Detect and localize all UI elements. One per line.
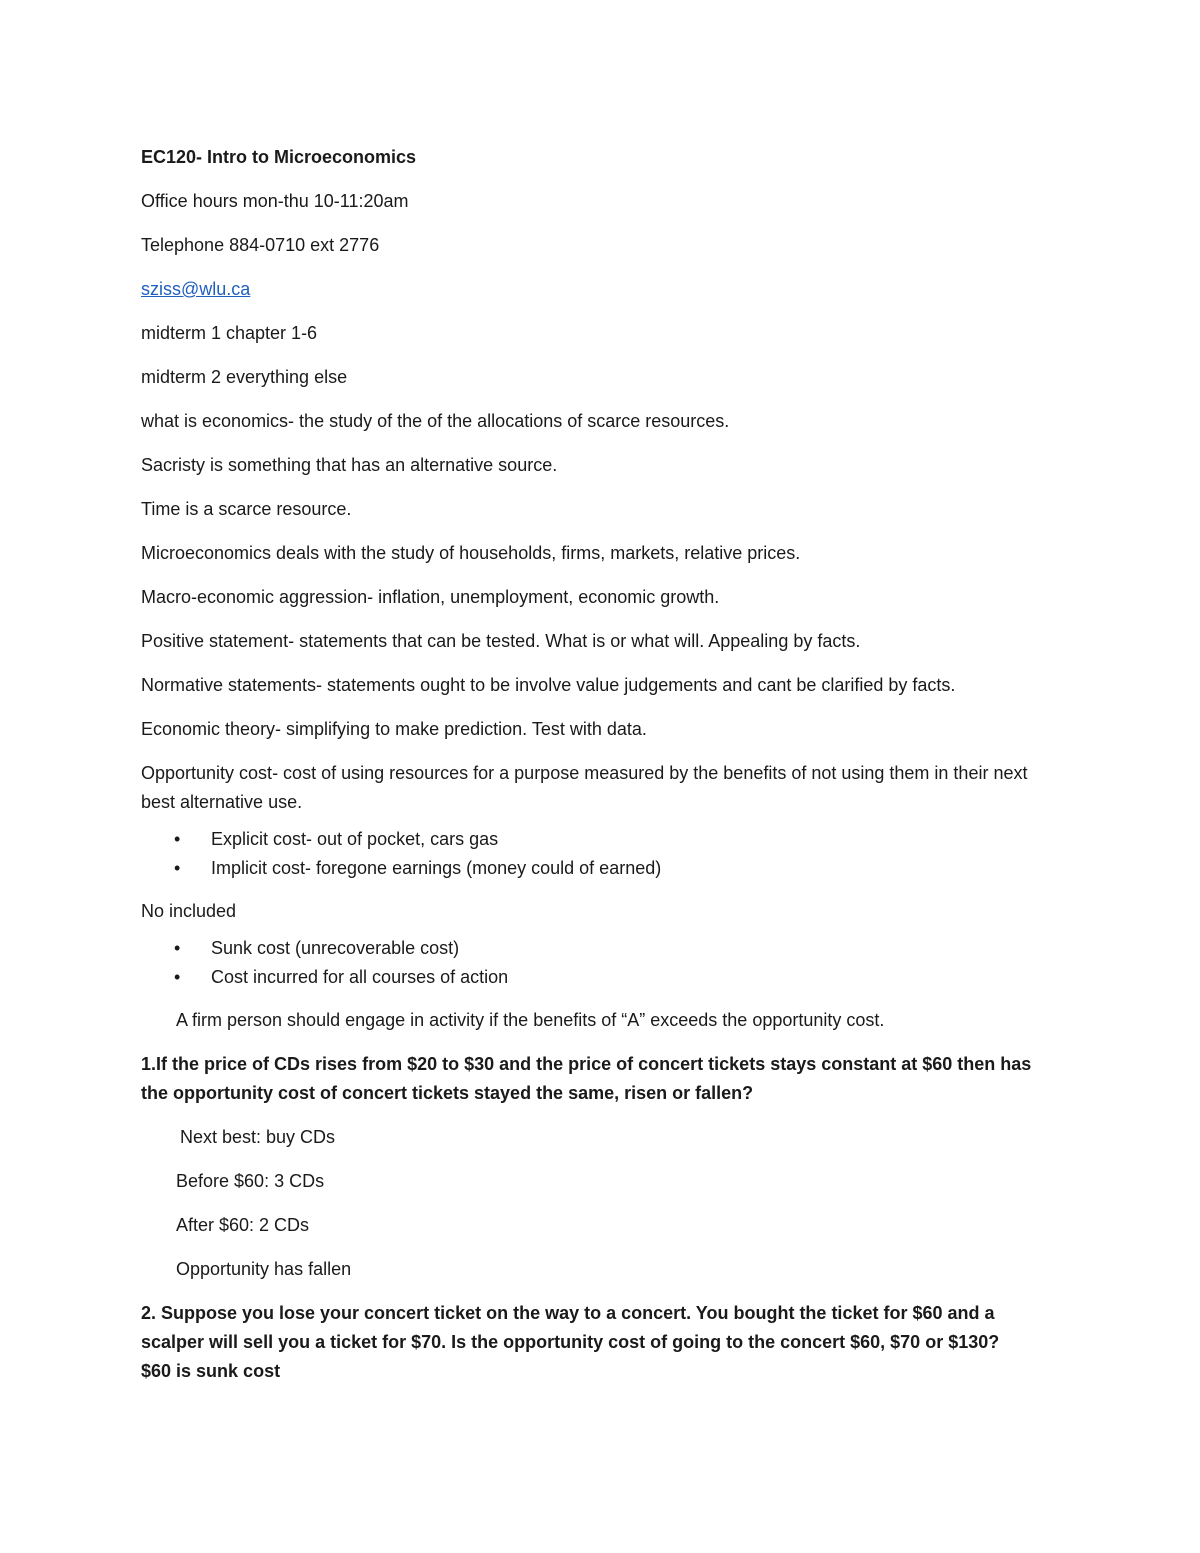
note-line-micro: Microeconomics deals with the study of households, firms, markets, relative prices. (141, 543, 801, 563)
question-1: 1.If the price of CDs rises from $20 to $30 and the price of concert tickets stays constant at $60 then has the opportunity cost of concert tickets stayed the same, risen or fallen? (141, 1054, 1032, 1103)
list-item: • Implicit cost- foregone earnings (money could of earned) (141, 854, 1061, 883)
answer-2: $60 is sunk cost (141, 1361, 281, 1381)
question-2: 2. Suppose you lose your concert ticket on the way to a concert. You bought the ticket for $60 and a scalper will sell you a ticket for $70. Is the opportunity cost of going to the concert $60, $70 or $130? (141, 1303, 1000, 1352)
note-line-time: Time is a scarce resource. (141, 499, 352, 519)
answer-1-line: Next best: buy CDs (180, 1127, 336, 1147)
list-item: • Cost incurred for all courses of action (141, 963, 1061, 992)
midterm-2: midterm 2 everything else (141, 367, 348, 387)
list-item: • Explicit cost- out of pocket, cars gas (141, 825, 1061, 854)
bullet-icon: • (174, 858, 181, 878)
firm-rule: A firm person should engage in activity if the benefits of “A” exceeds the opportunity cost. (176, 1010, 885, 1030)
note-line-macro: Macro-economic aggression- inflation, unemployment, economic growth. (141, 587, 720, 607)
telephone: Telephone 884-0710 ext 2776 (141, 235, 380, 255)
note-line-economics: what is economics- the study of the of the allocations of scarce resources. (141, 411, 730, 431)
note-line-positive: Positive statement- statements that can be tested. What is or what will. Appealing by facts. (141, 631, 861, 651)
note-line-theory: Economic theory- simplifying to make prediction. Test with data. (141, 719, 647, 739)
note-line-normative: Normative statements- statements ought to be involve value judgements and cant be clarified by facts. (141, 675, 956, 695)
email-link[interactable]: sziss@wlu.ca (141, 279, 251, 299)
answer-1-line: Before $60: 3 CDs (176, 1171, 325, 1191)
midterm-1: midterm 1 chapter 1-6 (141, 323, 318, 343)
bullet-icon: • (174, 829, 181, 849)
answer-1-line: After $60: 2 CDs (176, 1215, 310, 1235)
document-body (141, 143, 1061, 1401)
course-title: EC120- Intro to Microeconomics (141, 147, 417, 167)
note-line-opportunity-cost: Opportunity cost- cost of using resources for a purpose measured by the benefits of not using them in their next best alternative use. (141, 763, 1028, 812)
bullet-icon: • (174, 967, 181, 987)
not-included-label: No included (141, 901, 237, 921)
cost-types-list (141, 825, 1061, 883)
bullet-icon: • (174, 938, 181, 958)
answer-1-line: Opportunity has fallen (176, 1259, 352, 1279)
not-included-list (141, 934, 1061, 992)
list-item: • Sunk cost (unrecoverable cost) (141, 934, 1061, 963)
note-line-scarcity: Sacristy is something that has an alternative source. (141, 455, 558, 475)
office-hours: Office hours mon-thu 10-11:20am (141, 191, 409, 211)
